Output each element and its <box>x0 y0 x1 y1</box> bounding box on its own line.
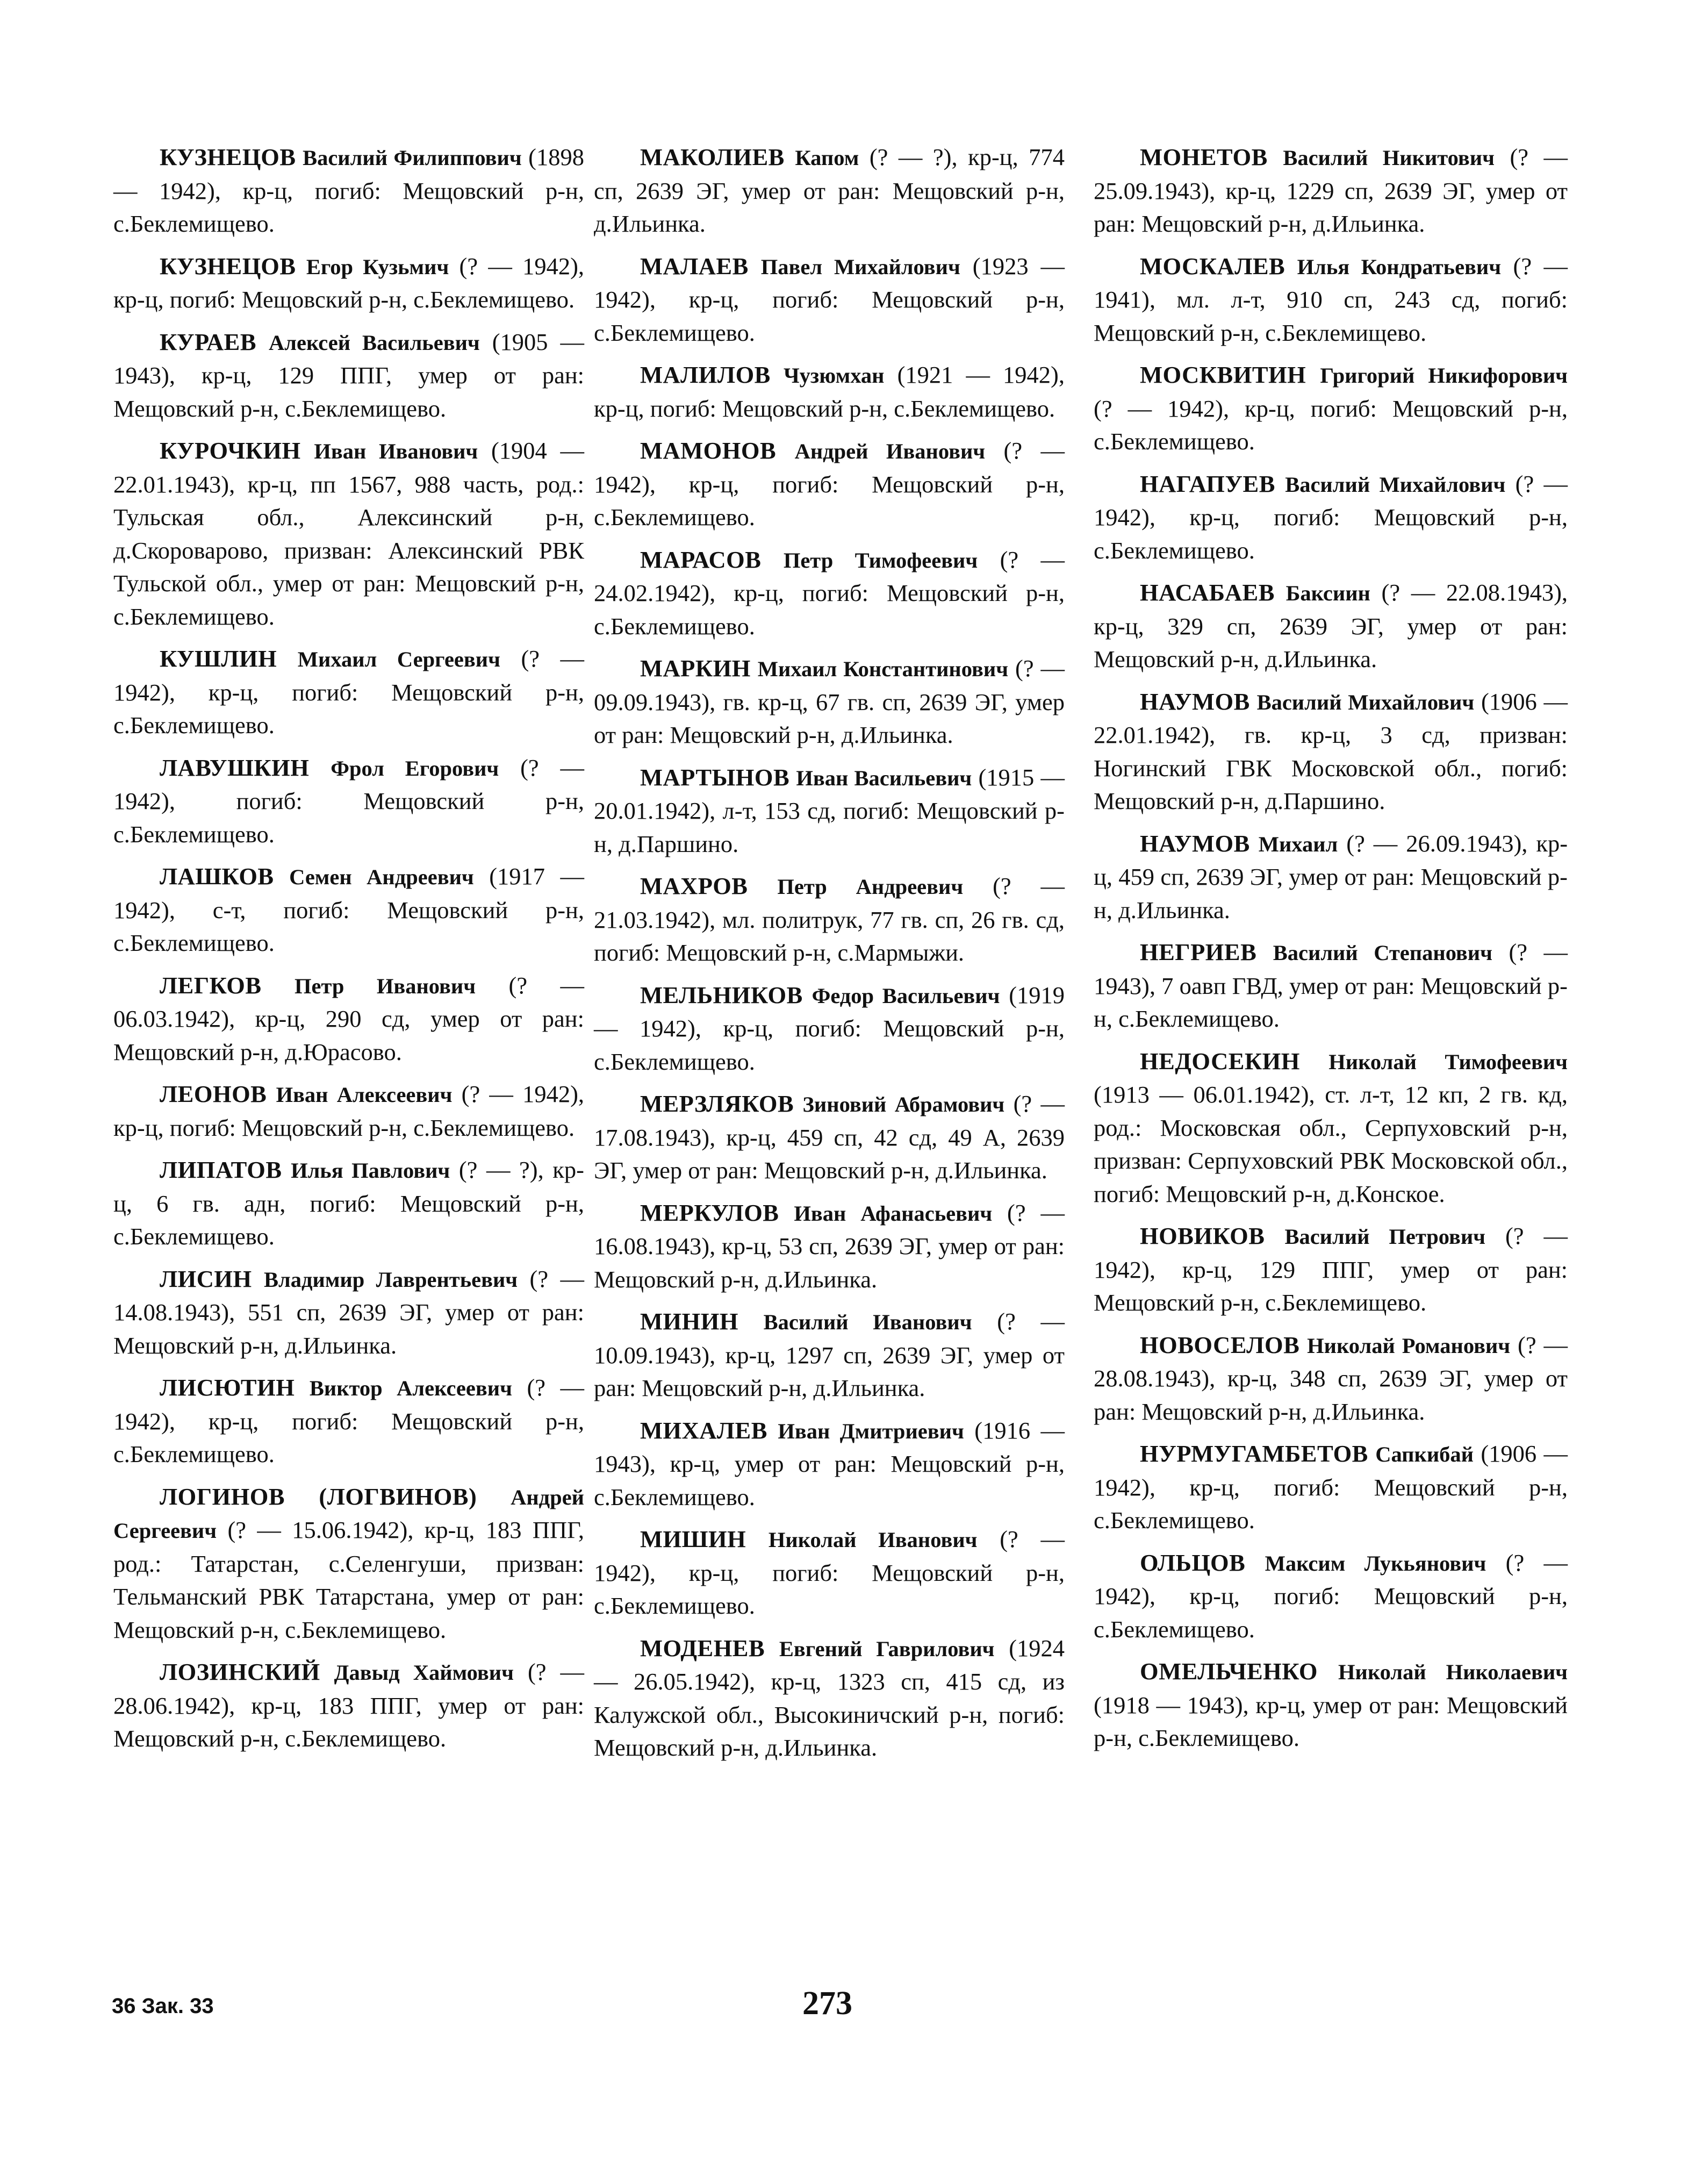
entry-surname: МИШИН <box>640 1526 746 1552</box>
entry-given-name: Чузюмхан <box>783 363 885 388</box>
entry <box>113 250 584 317</box>
entry-details: (? — 1943), 7 оавп ГВД, умер от ран: Мещовский р-н, с.Беклемищево. <box>1094 939 1568 1032</box>
entry-details: (? — 15.06.1942), кр-ц, 183 ППГ, род.: Татарстан, с.Селенгуши, призван: Тельманский РВК Татарстана, умер от ран: Мещовский р-н, с.Беклемищево. <box>113 1516 584 1643</box>
entry-details: (1906 — 22.01.1942), гв. кр-ц, 3 сд, призван: Ногинский ГВК Московской обл., погиб: Мещовский р-н, д.Паршино. <box>1094 688 1568 814</box>
entry-surname: ЛОЗИНСКИЙ <box>160 1658 320 1685</box>
entry-surname: ЛЕОНОВ <box>160 1080 267 1107</box>
entry-surname: КУРОЧКИН <box>160 437 301 464</box>
entry <box>594 1087 1065 1187</box>
entry <box>113 751 584 851</box>
entry-given-name: Иван Дмитриевич <box>778 1419 964 1443</box>
entry-details: (? — 21.03.1942), мл. политрук, 77 гв. сп, 26 гв. сд, погиб: Мещовский р-н, с.Мармыжи. <box>594 872 1065 966</box>
entry-details: (? — 1942), кр-ц, погиб: Мещовский р-н, с.Беклемищево. <box>594 1526 1065 1619</box>
entry-details: (1913 — 06.01.1942), ст. л-т, 12 кп, 2 гв. кд, род.: Московская обл., Серпуховский р-н, призван: Серпуховский РВК Московской обл., погиб: Мещовский р-н, д.Конское. <box>1094 1081 1568 1207</box>
entry-surname: ЛЕГКОВ <box>160 971 262 999</box>
entry <box>594 543 1065 643</box>
column-3 <box>1094 141 1568 1764</box>
entry-surname: НЕГРИЕВ <box>1140 939 1257 965</box>
entry-details: (1898 — 1942), кр-ц, погиб: Мещовский р-н, с.Беклемищево. <box>113 144 584 237</box>
entry-surname: КУЗНЕЦОВ <box>160 252 296 280</box>
entry-given-name: Виктор Алексеевич <box>309 1376 512 1400</box>
entry <box>594 979 1065 1079</box>
entry-given-name: Николай Тимофеевич <box>1328 1049 1568 1074</box>
entry-details: (? — 1942), кр-ц, погиб: Мещовский р-н, с.Беклемищево. <box>113 645 584 739</box>
entry <box>113 969 584 1069</box>
entry <box>1094 936 1568 1036</box>
entry <box>1094 359 1568 459</box>
entry-details: (? — 28.06.1942), кр-ц, 183 ППГ, умер от ран: Мещовский р-н, с.Беклемищево. <box>113 1658 585 1752</box>
entry-given-name: Евгений Гаврилович <box>779 1636 995 1661</box>
entry-details: (? — 16.08.1943), кр-ц, 53 сп, 2639 ЭГ, умер от ран: Мещовский р-н, д.Ильинка. <box>594 1199 1065 1293</box>
entry-details: (? — 1942), кр-ц, 129 ППГ, умер от ран: Мещовский р-н, с.Беклемищево. <box>1094 1222 1568 1316</box>
entry-given-name: Андрей Иванович <box>794 439 986 463</box>
entry-given-name: Алексей Васильевич <box>269 330 480 355</box>
printer-signature: 36 Зак. 33 <box>112 1994 214 2018</box>
entry-surname: ОМЕЛЬЧЕНКО <box>1140 1658 1318 1685</box>
entry <box>113 326 584 426</box>
entry-details: (1923 — 1942), кр-ц, погиб: Мещовский р-н, с.Беклемищево. <box>594 252 1065 346</box>
entry-details: (? — ?), кр-ц, 6 гв. адн, погиб: Мещовский р-н, с.Беклемищево. <box>113 1156 584 1250</box>
entry <box>113 642 584 742</box>
entry <box>594 141 1065 241</box>
entry-given-name: Зиновий Абрамович <box>802 1092 1005 1116</box>
entry-surname: МИНИН <box>640 1308 738 1335</box>
entry-surname: НОВИКОВ <box>1140 1222 1265 1249</box>
entry-given-name: Иван Алексеевич <box>276 1083 453 1107</box>
entry-details: (1921 — 1942), кр-ц, погиб: Мещовский р-н, с.Беклемищево. <box>594 361 1065 422</box>
entry-surname: ЛИСЮТИН <box>160 1374 295 1401</box>
entry-details: (1905 — 1943), кр-ц, 129 ППГ, умер от ран: Мещовский р-н, с.Беклемищево. <box>113 328 584 422</box>
entry <box>594 1305 1065 1405</box>
entry <box>113 141 584 241</box>
entry <box>1094 1655 1568 1755</box>
entry-given-name: Василий Иванович <box>763 1310 972 1334</box>
entry-given-name: Василий Михайлович <box>1285 472 1506 497</box>
entry-surname: НАСАБАЕВ <box>1140 579 1275 606</box>
entry-given-name: Михаил Сергеевич <box>297 647 500 671</box>
entry-surname: МАРАСОВ <box>640 546 762 573</box>
entry-given-name: Михаил Константинович <box>757 657 1009 681</box>
entry-surname: МОНЕТОВ <box>1140 144 1268 170</box>
entry <box>1094 1546 1568 1646</box>
entry-details: (? — 1942), погиб: Мещовский р-н, с.Беклемищево. <box>113 754 584 848</box>
entry-surname: НАУМОВ <box>1140 829 1250 857</box>
entry-given-name: Давыд Хаймович <box>334 1660 514 1685</box>
entry-given-name: Илья Павлович <box>291 1158 450 1183</box>
entry <box>1094 576 1568 676</box>
entry <box>1094 1045 1568 1211</box>
entry-given-name: Михаил <box>1258 832 1338 856</box>
entry <box>594 1523 1065 1623</box>
entry-surname: НАГАПУЕВ <box>1140 470 1275 497</box>
entry-given-name: Максим Лукьянович <box>1265 1551 1486 1576</box>
entry-surname: МАРКИН <box>640 655 751 682</box>
entry-details: (? — 26.09.1943), кр-ц, 459 сп, 2639 ЭГ, умер от ран: Мещовский р-н, д.Ильинка. <box>1094 829 1568 923</box>
entry-surname: МОДЕНЕВ <box>640 1634 765 1662</box>
entry-details: (? — 10.09.1943), кр-ц, 1297 сп, 2639 ЭГ, умер от ран: Мещовский р-н, д.Ильинка. <box>594 1308 1065 1401</box>
entry <box>594 1197 1065 1297</box>
entry-details: (? — 25.09.1943), кр-ц, 1229 сп, 2639 ЭГ, умер от ран: Мещовский р-н, д.Ильинка. <box>1094 144 1568 237</box>
entry-surname: ЛИПАТОВ <box>160 1156 282 1183</box>
entry-surname: МЕРЗЛЯКОВ <box>640 1090 794 1117</box>
entry-details: (? — 24.02.1942), кр-ц, погиб: Мещовский р-н, с.Беклемищево. <box>594 546 1065 640</box>
entry-surname: МОСКАЛЕВ <box>1140 252 1286 280</box>
entry <box>594 1632 1065 1765</box>
entry-given-name: Григорий Никифорович <box>1320 363 1568 388</box>
entry-details: (? — 06.03.1942), кр-ц, 290 сд, умер от ран: Мещовский р-н, д.Юрасово. <box>113 971 585 1065</box>
entry-details: (1915 — 20.01.1942), л-т, 153 сд, погиб: Мещовский р-н, д.Паршино. <box>594 763 1065 857</box>
entry <box>1094 685 1568 818</box>
entry <box>594 652 1065 752</box>
entry-surname: НЕДОСЕКИН <box>1140 1047 1300 1075</box>
entry <box>113 1480 584 1647</box>
entry <box>1094 1437 1568 1537</box>
entry-given-name: Николай Николаевич <box>1338 1660 1568 1684</box>
entry-surname: НАУМОВ <box>1140 688 1250 715</box>
entry-given-name: Семен Андреевич <box>289 865 474 889</box>
entry <box>113 1078 584 1144</box>
entry-details: (1916 — 1943), кр-ц, умер от ран: Мещовский р-н, с.Беклемищево. <box>594 1416 1065 1510</box>
entry-details: (1906 — 1942), кр-ц, погиб: Мещовский р-н, с.Беклемищево. <box>1094 1440 1568 1534</box>
entry <box>113 1656 584 1756</box>
entry-surname: ЛОГИНОВ (ЛОГВИНОВ) <box>160 1483 477 1510</box>
entry-details: (? — 1942), кр-ц, погиб: Мещовский р-н, с.Беклемищево. <box>113 252 585 313</box>
entry-details: (? — ?), кр-ц, 774 сп, 2639 ЭГ, умер от ран: Мещовский р-н, д.Ильинка. <box>594 144 1065 237</box>
entry <box>594 761 1065 861</box>
entry-given-name: Павел Михайлович <box>760 254 960 279</box>
entry-given-name: Василий Михайлович <box>1256 690 1475 714</box>
entry <box>113 1263 584 1363</box>
entry-surname: МАРТЫНОВ <box>640 763 790 791</box>
entry-given-name: Василий Филиппович <box>303 146 522 170</box>
entry <box>594 1414 1065 1514</box>
entry-surname: МАКОЛИЕВ <box>640 144 785 170</box>
entry <box>594 434 1065 534</box>
entry <box>1094 1220 1568 1320</box>
entry-given-name: Капом <box>795 146 859 170</box>
entry-surname: КУРАЕВ <box>160 328 257 355</box>
entry-given-name: Василий Петрович <box>1284 1225 1486 1249</box>
entry-details: (? — 1942), кр-ц, погиб: Мещовский р-н, с.Беклемищево. <box>113 1080 585 1141</box>
entry <box>594 250 1065 350</box>
entry-surname: МОСКВИТИН <box>1140 361 1306 388</box>
entry <box>1094 1329 1568 1429</box>
entry-given-name: Иван Иванович <box>314 439 478 463</box>
entry-given-name: Василий Никитович <box>1283 146 1495 170</box>
entry-surname: ЛАВУШКИН <box>160 754 310 781</box>
entry-given-name: Петр Тимофеевич <box>783 548 978 572</box>
entry-given-name: Василий Степанович <box>1273 941 1492 965</box>
entry-details: (? — 09.09.1943), гв. кр-ц, 67 гв. сп, 2639 ЭГ, умер от ран: Мещовский р-н, д.Ильинка. <box>594 655 1065 748</box>
entry-surname: ОЛЬЦОВ <box>1140 1549 1246 1576</box>
entry-details: (? — 17.08.1943), кр-ц, 459 сп, 42 сд, 49 А, 2639 ЭГ, умер от ран: Мещовский р-н, д.Ильинка. <box>594 1090 1065 1184</box>
entry <box>113 434 584 633</box>
entry-given-name: Федор Васильевич <box>811 983 1000 1008</box>
entry-given-name: Иван Афанасьевич <box>794 1201 993 1226</box>
entry <box>594 359 1065 425</box>
entry-details: (1924 — 26.05.1942), кр-ц, 1323 сп, 415 сд, из Калужской обл., Высокиничский р-н, погиб: Мещовский р-н, д.Ильинка. <box>594 1634 1065 1761</box>
entry-details: (1917 — 1942), с-т, погиб: Мещовский р-н, с.Беклемищево. <box>113 863 585 956</box>
column-1 <box>113 141 584 1765</box>
entry-details: (? — 1942), кр-ц, погиб: Мещовский р-н, с.Беклемищево. <box>113 1374 585 1467</box>
entry-surname: МАЛАЕВ <box>640 252 749 280</box>
entry-given-name: Петр Иванович <box>295 973 476 998</box>
entry <box>1094 141 1568 241</box>
entry-given-name: Фрол Егорович <box>331 756 499 780</box>
entry-surname: КУШЛИН <box>160 645 277 672</box>
entry <box>113 1371 584 1471</box>
entry-given-name: Баксиин <box>1286 581 1370 605</box>
entry-given-name: Андрей Сергеевич <box>113 1485 584 1543</box>
entry-given-name: Николай Иванович <box>768 1528 978 1552</box>
entry-details: (? — 1942), кр-ц, погиб: Мещовский р-н, с.Беклемищево. <box>1094 395 1568 455</box>
entry-surname: НУРМУГАМБЕТОВ <box>1140 1440 1368 1467</box>
page-number: 273 <box>802 1985 852 2022</box>
entry-details: (1904 — 22.01.1943), кр-ц, пп 1567, 988 часть, род.: Тульская обл., Алексинский р-н, д.Скороварово, призван: Алексинский РВК Тульской обл., умер от ран: Мещовский р-н, с.Беклемищево. <box>113 437 585 630</box>
entry <box>113 860 584 960</box>
entry-details: (1918 — 1943), кр-ц, умер от ран: Мещовский р-н, с.Беклемищево. <box>1094 1691 1568 1751</box>
entry-given-name: Егор Кузьмич <box>306 254 449 279</box>
entry-details: (? — 1942), кр-ц, погиб: Мещовский р-н, с.Беклемищево. <box>1094 470 1568 564</box>
entry-details: (? — 22.08.1943), кр-ц, 329 сп, 2639 ЭГ, умер от ран: Мещовский р-н, д.Ильинка. <box>1094 579 1568 672</box>
entry-surname: ЛАШКОВ <box>160 863 274 890</box>
entry-surname: МАМОНОВ <box>640 437 777 464</box>
entry <box>1094 250 1568 350</box>
entry-given-name: Николай Романович <box>1307 1333 1511 1358</box>
entry-surname: МАЛИЛОВ <box>640 361 771 388</box>
entry-details: (? — 14.08.1943), 551 сп, 2639 ЭГ, умер от ран: Мещовский р-н, д.Ильинка. <box>113 1265 584 1359</box>
entry-surname: МАХРОВ <box>640 872 748 899</box>
entry-details: (? — 1942), кр-ц, погиб: Мещовский р-н, с.Беклемищево. <box>1094 1549 1568 1643</box>
entry-given-name: Иван Васильевич <box>796 765 972 790</box>
entry-details: (? — 28.08.1943), кр-ц, 348 сп, 2639 ЭГ, умер от ран: Мещовский р-н, д.Ильинка. <box>1094 1331 1568 1425</box>
entry-surname: ЛИСИН <box>160 1265 252 1292</box>
entry-details: (? — 1942), кр-ц, погиб: Мещовский р-н, с.Беклемищево. <box>594 437 1065 531</box>
entry-surname: МИХАЛЕВ <box>640 1416 767 1444</box>
entry-surname: НОВОСЕЛОВ <box>1140 1331 1300 1358</box>
entry-details: (1919 — 1942), кр-ц, погиб: Мещовский р-н, с.Беклемищево. <box>594 981 1065 1075</box>
entry-surname: МЕЛЬНИКОВ <box>640 981 803 1008</box>
entry-details: (? — 1941), мл. л-т, 910 сп, 243 сд, погиб: Мещовский р-н, с.Беклемищево. <box>1094 252 1568 346</box>
entry <box>113 1154 584 1254</box>
entry-given-name: Сапкибай <box>1375 1442 1474 1466</box>
entry-surname: МЕРКУЛОВ <box>640 1199 779 1226</box>
entry <box>594 870 1065 970</box>
entry-given-name: Владимир Лаврентьевич <box>264 1267 518 1292</box>
entry-given-name: Петр Андреевич <box>777 875 964 899</box>
entry <box>1094 468 1568 568</box>
entry <box>1094 827 1568 927</box>
entry-surname: КУЗНЕЦОВ <box>160 144 296 170</box>
column-2 <box>594 141 1065 1774</box>
entry-given-name: Илья Кондратьевич <box>1297 254 1502 279</box>
